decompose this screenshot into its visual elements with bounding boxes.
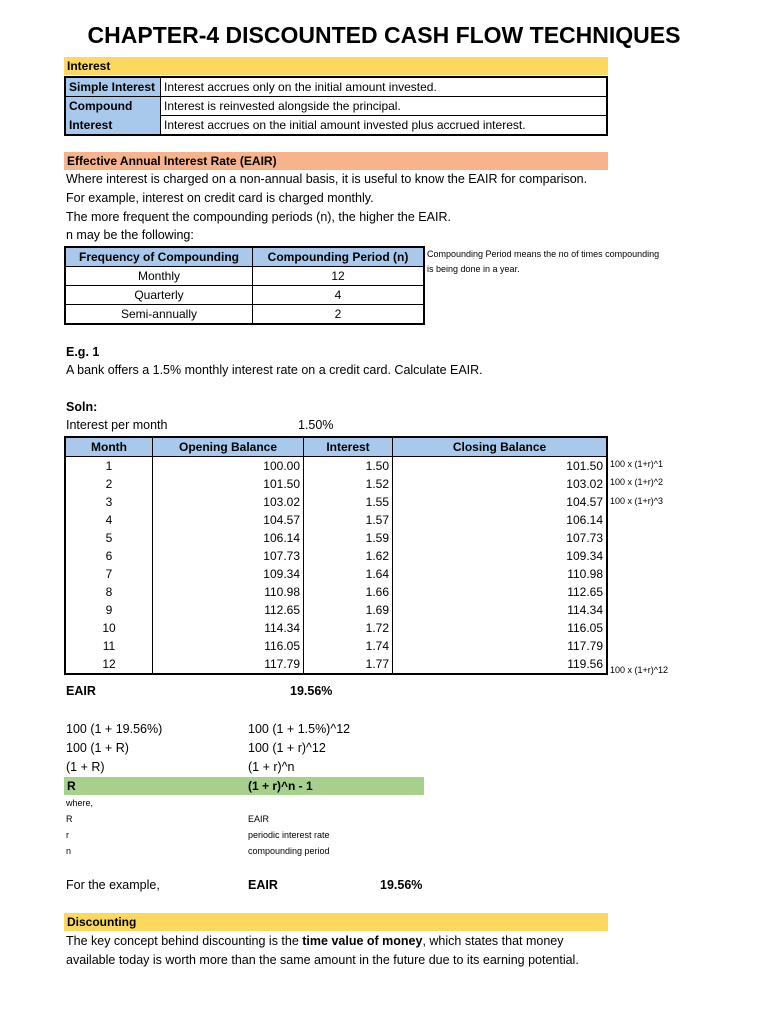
cell: 110.98	[153, 583, 304, 601]
cell: 1.77	[304, 655, 393, 674]
for-example-eair: EAIR	[248, 878, 278, 892]
page-title: CHAPTER-4 DISCOUNTED CASH FLOW TECHNIQUES	[87, 22, 681, 48]
eair-line: The more frequent the compounding periods (n), the higher the EAIR.	[66, 210, 451, 224]
cell: 10	[65, 619, 153, 637]
formula-left: (1 + R)	[66, 760, 105, 774]
def-meaning: compounding period	[248, 846, 330, 856]
table-row	[65, 457, 607, 476]
table-row	[65, 601, 607, 619]
cell: 112.65	[393, 583, 608, 601]
cell: 116.05	[153, 637, 304, 655]
cell: 6	[65, 547, 153, 565]
cell: 4	[65, 511, 153, 529]
result-left: R	[67, 779, 76, 793]
cell: 12	[65, 655, 153, 674]
cell: Semi-annually	[65, 305, 253, 325]
side-note: 100 x (1+r)^12	[610, 665, 669, 675]
frequency-table	[64, 246, 425, 325]
for-example-value: 19.56%	[380, 878, 423, 892]
table-row	[65, 286, 424, 305]
cell: 117.79	[393, 637, 608, 655]
cell: 2	[253, 305, 425, 325]
column-header: Compounding Period (n)	[253, 247, 425, 267]
cell: 2	[65, 475, 153, 493]
cell: 1.50	[304, 457, 393, 476]
interest-text: Interest accrues on the initial amount invested plus accrued interest.	[161, 116, 608, 136]
interest-text: Interest is reinvested alongside the principal.	[161, 97, 608, 116]
def-meaning: periodic interest rate	[248, 830, 330, 840]
cell: 101.50	[153, 475, 304, 493]
eair-line: Where interest is charged on a non-annual basis, it is useful to know the EAIR for comparison.	[66, 172, 588, 186]
cell: 1.69	[304, 601, 393, 619]
compounding-note: Compounding Period means the no of times compounding	[427, 249, 660, 259]
interest-key: Simple Interest	[65, 77, 161, 97]
result-right: (1 + r)^n - 1	[248, 779, 313, 793]
table-row	[65, 116, 607, 136]
side-note: 100 x (1+r)^1	[610, 459, 663, 469]
cell: 103.02	[393, 475, 608, 493]
cell: 1	[65, 457, 153, 476]
interest-table	[64, 76, 608, 136]
def-meaning: EAIR	[248, 814, 270, 824]
formula-result-bar	[64, 777, 424, 795]
cell: 11	[65, 637, 153, 655]
discounting-line: available today is worth more than the same amount in the future due to its earning potential.	[66, 953, 579, 967]
table-row	[65, 511, 607, 529]
cell: 109.34	[153, 565, 304, 583]
cell: 1.72	[304, 619, 393, 637]
table-row	[65, 475, 607, 493]
cell: 107.73	[393, 529, 608, 547]
table-row	[65, 637, 607, 655]
for-example-label: For the example,	[66, 878, 160, 892]
interest-key: Compound	[65, 97, 161, 116]
cell: 116.05	[393, 619, 608, 637]
eair-line: n may be the following:	[66, 228, 194, 242]
text-part: , which states that money	[422, 934, 564, 948]
eair-header: Effective Annual Interest Rate (EAIR)	[64, 152, 608, 170]
def-symbol: r	[66, 830, 69, 840]
monthly-table	[64, 436, 608, 675]
eair-value: 19.56%	[290, 684, 333, 698]
formula-left: 100 (1 + R)	[66, 741, 129, 755]
def-symbol: n	[66, 846, 72, 856]
interest-header: Interest	[64, 57, 608, 75]
cell: 1.57	[304, 511, 393, 529]
table-row	[65, 267, 424, 286]
column-header: Opening Balance	[153, 437, 304, 457]
formula-left: 100 (1 + 19.56%)	[66, 722, 163, 736]
table-row	[65, 565, 607, 583]
cell: 114.34	[153, 619, 304, 637]
compounding-note: is being done in a year.	[427, 264, 520, 274]
interest-text: Interest accrues only on the initial amount invested.	[161, 77, 608, 97]
eair-label: EAIR	[66, 684, 96, 698]
cell: Quarterly	[65, 286, 253, 305]
formula-right: 100 (1 + 1.5%)^12	[248, 722, 351, 736]
cell: 7	[65, 565, 153, 583]
table-row	[65, 655, 607, 674]
cell: 103.02	[153, 493, 304, 511]
rate-label: Interest per month	[66, 418, 168, 432]
cell: 12	[253, 267, 425, 286]
table-row	[65, 305, 424, 325]
side-note: 100 x (1+r)^2	[610, 477, 663, 487]
column-header: Frequency of Compounding	[65, 247, 253, 267]
text-bold: time value of money	[302, 934, 423, 948]
cell: 101.50	[393, 457, 608, 476]
discounting-header: Discounting	[64, 913, 608, 931]
cell: 5	[65, 529, 153, 547]
cell: Monthly	[65, 267, 253, 286]
cell: 107.73	[153, 547, 304, 565]
interest-key: Interest	[65, 116, 161, 136]
cell: 114.34	[393, 601, 608, 619]
cell: 110.98	[393, 565, 608, 583]
solution-label: Soln:	[66, 400, 98, 414]
cell: 1.59	[304, 529, 393, 547]
cell: 104.57	[153, 511, 304, 529]
cell: 109.34	[393, 547, 608, 565]
cell: 3	[65, 493, 153, 511]
def-symbol: R	[66, 814, 73, 824]
cell: 9	[65, 601, 153, 619]
cell: 117.79	[153, 655, 304, 674]
formula-right: 100 (1 + r)^12	[248, 741, 326, 755]
cell: 106.14	[393, 511, 608, 529]
cell: 106.14	[153, 529, 304, 547]
table-row	[65, 97, 607, 116]
table-row	[65, 583, 607, 601]
cell: 1.66	[304, 583, 393, 601]
rate-value: 1.50%	[298, 418, 334, 432]
cell: 1.64	[304, 565, 393, 583]
example-question: A bank offers a 1.5% monthly interest rate on a credit card. Calculate EAIR.	[66, 363, 483, 377]
table-row	[65, 619, 607, 637]
table-header-row	[65, 437, 607, 457]
cell: 1.55	[304, 493, 393, 511]
table-row	[65, 493, 607, 511]
cell: 104.57	[393, 493, 608, 511]
cell: 1.52	[304, 475, 393, 493]
column-header: Closing Balance	[393, 437, 608, 457]
text-part: The key concept behind discounting is the	[66, 934, 303, 948]
discounting-line	[66, 932, 564, 951]
cell: 119.56	[393, 655, 608, 674]
cell: 8	[65, 583, 153, 601]
table-row	[65, 547, 607, 565]
side-note: 100 x (1+r)^3	[610, 496, 663, 506]
cell: 1.62	[304, 547, 393, 565]
cell: 4	[253, 286, 425, 305]
table-row	[65, 529, 607, 547]
eair-line: For example, interest on credit card is charged monthly.	[66, 191, 374, 205]
cell: 1.74	[304, 637, 393, 655]
column-header: Interest	[304, 437, 393, 457]
cell: 100.00	[153, 457, 304, 476]
table-row	[65, 77, 607, 97]
cell: 112.65	[153, 601, 304, 619]
column-header: Month	[65, 437, 153, 457]
where-label: where,	[66, 798, 94, 808]
table-header-row	[65, 247, 424, 267]
example-label: E.g. 1	[66, 345, 100, 359]
formula-right: (1 + r)^n	[248, 760, 295, 774]
